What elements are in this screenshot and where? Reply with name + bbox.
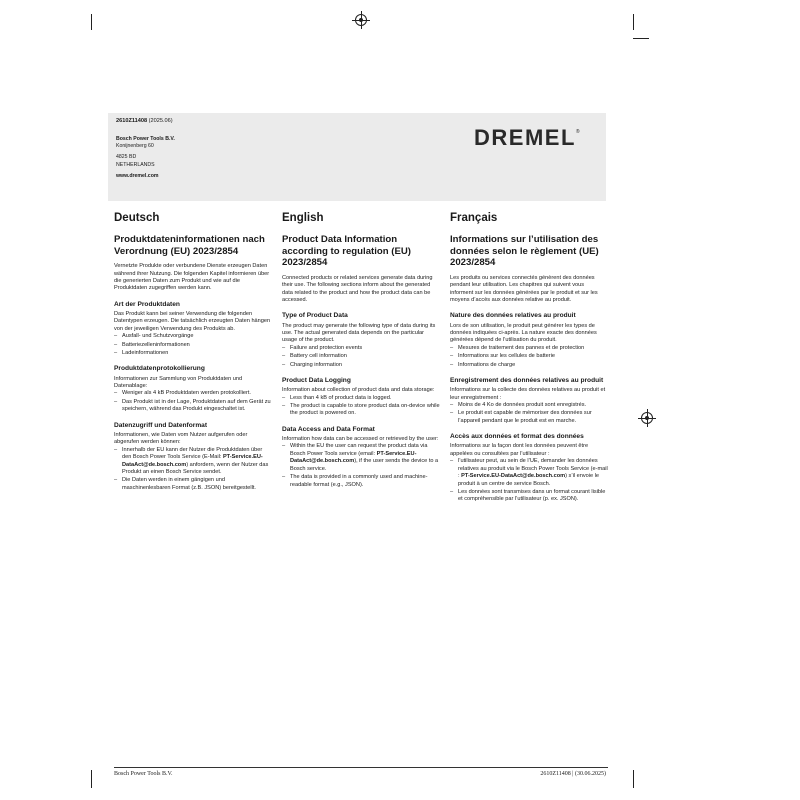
footer-doc-ref: 2610Z11408 | (30.06.2025): [540, 771, 606, 777]
data-access-text: Informationen, wie Daten vom Nutzer aufgerufen oder abgerufen werden können:: [114, 431, 248, 446]
crop-mark-top-left: [91, 14, 92, 30]
crop-mark-right-top: [633, 38, 649, 39]
service-email-link[interactable]: PT-Service.EU-DataAct@de.bosch.com: [290, 450, 417, 465]
language-heading: Deutsch: [114, 212, 160, 224]
data-access-list: [450, 458, 608, 503]
list-item: – The product is capable to store product data on-device while the product is powered on.: [282, 403, 440, 418]
list-item: – Les données sont transmises dans un format courant lisible et compréhensible par l’utilisateur (p. ex. JSON).: [450, 489, 608, 504]
intro-text: Connected products or related services generate data during their use. The following sections inform about the generated data related to the product and how the product data can be accessed.: [282, 274, 433, 303]
data-logging-list: [450, 402, 608, 425]
intro-text: Les produits ou services connectés génèrent des données pendant leur utilisation. Les chapitres qui suivent vous informent sur les données générées par le produit et sur les moyens d’accès aux données relative au produit.: [450, 274, 598, 303]
subheading-data-type: Art der Produktdaten: [114, 300, 180, 308]
subheading-data-type: Nature des données relatives au produit: [450, 312, 576, 320]
company-street: Konijnenberg 60: [116, 143, 154, 150]
subheading-data-type: Type of Product Data: [282, 312, 348, 320]
list-item: – Battery cell information: [282, 353, 440, 360]
list-item: – Informations de charge: [450, 362, 608, 369]
document-number: 2610Z11408: [116, 118, 148, 124]
list-item: – Innerhalb der EU kann der Nutzer die Produktdaten über den Bosch Power Tools Service (E-Mail: PT-Service.EU-DataAct@de.bosch.com) anfordern, wenn der Nutzer das Produkt an einen Bosch Service sendet.: [114, 447, 272, 477]
section-title: Produktdateninformationen nach Verordnung (EU) 2023/2854: [114, 234, 265, 257]
crop-mark-right-bottom: [633, 770, 634, 788]
column-french: [450, 212, 608, 506]
language-heading: English: [282, 212, 324, 224]
language-heading: Français: [450, 212, 498, 224]
data-logging-text: Information about collection of product data and data storage:: [282, 387, 435, 394]
crop-mark-top-right: [633, 14, 634, 30]
data-access-text: Information how data can be accessed or retrieved by the user:: [282, 436, 439, 443]
list-item: – Informations sur les cellules de batterie: [450, 353, 608, 360]
list-item: – Charging information: [282, 362, 440, 369]
service-email-link[interactable]: PT-Service.EU-DataAct@de.bosch.com: [461, 473, 566, 480]
document-date: (2025.06): [148, 118, 173, 124]
intro-text: Vernetzte Produkte oder verbundene Dienste erzeugen Daten während ihrer Nutzung. Die folgenden Kapitel informieren über die generierten Daten zum Produkt und wie auf die Produktdaten zugegriffen werden kann.: [114, 263, 270, 292]
data-logging-text: Informationen zur Sammlung von Produktdaten und Datenablage:: [114, 375, 243, 390]
data-type-list: [282, 345, 440, 369]
footer-company: Bosch Power Tools B.V.: [114, 771, 173, 777]
column-german: [114, 212, 272, 494]
subheading-data-logging: Produktdatenprotokollierung: [114, 365, 205, 373]
list-item: – Ladeinformationen: [114, 350, 272, 357]
list-item: – Batteriezelleninformationen: [114, 342, 272, 349]
data-type-list: [114, 333, 272, 357]
list-item: – Die Daten werden in einem gängigen und maschinenlesbaren Format (z.B. JSON) bereitgestellt.: [114, 477, 272, 492]
company-website: www.dremel.com: [116, 172, 159, 179]
registered-mark: ®: [575, 129, 582, 135]
data-logging-list: [282, 395, 440, 418]
list-item: – Weniger als 4 kB Produktdaten werden protokolliert.: [114, 390, 272, 397]
company-postcode: 4825 BD: [116, 154, 137, 161]
subheading-data-logging: Enregistrement des données relatives au produit: [450, 377, 604, 385]
data-logging-text: Informations sur la collecte des données relatives au produit et leur enregistrement :: [450, 387, 606, 401]
document-id: [116, 118, 173, 124]
data-access-list: [282, 443, 440, 488]
list-item: – Mesures de traitement des pannes et de protection: [450, 345, 608, 352]
list-item: – Das Produkt ist in der Lage, Produktdaten auf dem Gerät zu speichern, während das Produkt eingeschaltet ist.: [114, 399, 272, 414]
logo-text: DREMEL: [474, 125, 576, 150]
data-type-text: The product may generate the following type of data during its use. The actual generated data depends on the particular usage of the product.: [282, 322, 436, 344]
company-address: [116, 136, 175, 180]
company-country: NETHERLANDS: [116, 161, 155, 168]
service-email-link[interactable]: PT-Service.EU-DataAct@de.bosch.com: [122, 454, 263, 468]
data-logging-list: [114, 390, 272, 413]
list-item: – Moins de 4 Ko de données produit sont enregistrés.: [450, 402, 608, 409]
list-item: – Less than 4 kB of product data is logged.: [282, 395, 440, 402]
list-item: – Failure and protection events: [282, 345, 440, 352]
subheading-data-access: Datenzugriff und Datenformat: [114, 421, 208, 429]
subheading-data-logging: Product Data Logging: [282, 377, 351, 385]
section-title: Product Data Information according to regulation (EU) 2023/2854: [282, 234, 411, 269]
column-english: [282, 212, 440, 491]
data-type-list: [450, 345, 608, 369]
data-access-text: Informations sur la façon dont les données peuvent être appelées ou consultées par l’utilisateur :: [450, 443, 589, 457]
list-item: – Le produit est capable de mémoriser des données sur l’appareil pendant que le produit est en marche.: [450, 410, 608, 425]
registration-mark-right-icon: [641, 412, 653, 424]
company-name: Bosch Power Tools B.V.: [116, 136, 175, 142]
list-item: – Ausfall- und Schutzvorgänge: [114, 333, 272, 340]
data-type-text: Lors de son utilisation, le produit peut générer les types de données indiquées ci-après. La nature exacte des données générées dépend de l’utilisation du produit.: [450, 322, 597, 344]
dremel-logo: [474, 125, 581, 151]
section-title: Informations sur l’utilisation des données selon le règlement (UE) 2023/2854: [450, 234, 599, 269]
subheading-data-access: Data Access and Data Format: [282, 425, 375, 433]
data-type-text: Das Produkt kann bei seiner Verwendung die folgenden Datentypen erzeugen. Die tatsächlich erzeugten Daten hängen von der jeweiligen Verwendung des Produkts ab.: [114, 311, 271, 332]
footer-divider: [114, 767, 608, 768]
subheading-data-access: Accès aux données et format des données: [450, 433, 584, 441]
list-item: – Within the EU the user can request the product data via Bosch Power Tools service (email: PT-Service.EU-DataAct@de.bosch.com), if the user sends the device to a Bosch service.: [282, 443, 440, 473]
list-item: – l’utilisateur peut, au sein de l’UE, demander les données relatives au produit via le Bosch Power Tools Service (e-mail : PT-Service.EU-DataAct@de.bosch.com) s’il envoie le produit à un centre de service Bosch.: [450, 458, 608, 488]
list-item: – The data is provided in a commonly used and machine-readable format (e.g., JSON).: [282, 474, 440, 489]
crop-mark-left-bottom: [91, 770, 92, 788]
registration-mark-top-icon: [355, 14, 367, 26]
data-access-list: [114, 447, 272, 492]
